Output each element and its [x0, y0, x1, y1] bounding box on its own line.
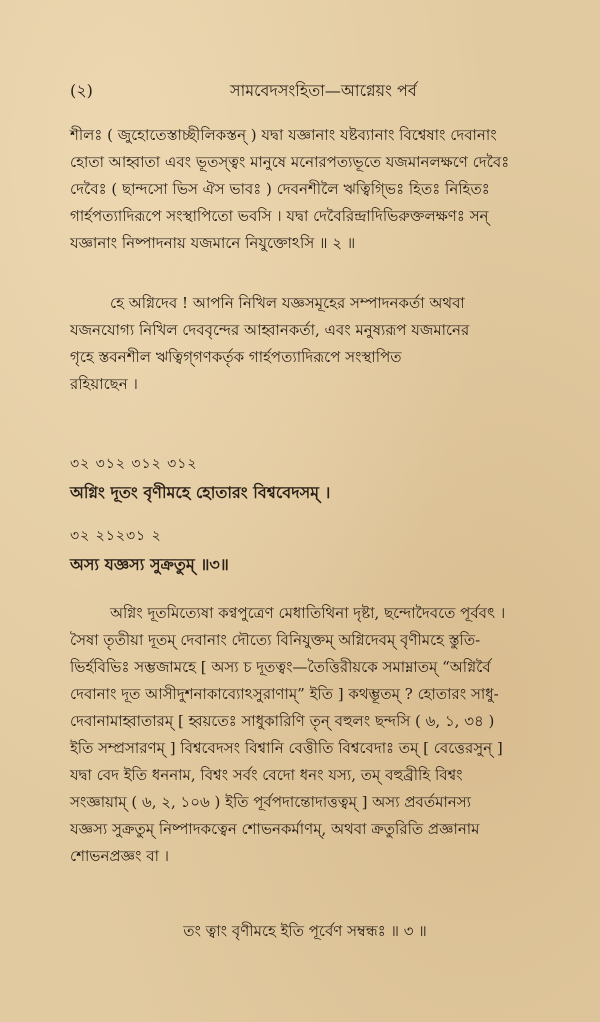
commentary-top: [70, 122, 540, 257]
verse-line-2: অস্য যজ্ঞস্য সুক্রতুম্ ॥৩॥: [70, 555, 229, 574]
commentary-line: দেবৈঃ ( ছান্দসো ভিস ঐস ভাবঃ ) দেবনশীলৈ ঋত্বিগ্ভিঃ হিতঃ নিহিতঃ: [70, 180, 490, 198]
commentary-line: সংজ্ঞায়াম্ ( ৬, ২, ১০৬ ) ইতি পূর্বপদান্তোদাত্তত্বম্ ] অস্য প্রবর্তমানস্য: [70, 793, 472, 811]
commentary-line: দেবানাং দূত আসীদুশনাকাব্যোঽসুরাণাম্” ইতি ] কথম্ভূতম্ ? হোতারং সাধু-: [70, 685, 499, 703]
commentary-line: যজ্ঞস্য সুক্রতুম্ নিষ্পাদকত্বেন শোভনকর্মাণম্, অথবা ক্রতুরিতি প্রজ্ঞানাম: [70, 820, 480, 838]
commentary-line: সৈষা তৃতীয়া দূতম্ দেবানাং দৌত্যে বিনিযুক্তম্ অগ্নিদেবম্ বৃণীমহে স্তুতি-: [70, 631, 481, 649]
commentary-line: গার্হপত্যাদিরূপে সংস্থাপিতো ভবসি । যদ্বা দেবৈরিন্দ্রাদিভিরুক্তলক্ষণঃ সন্: [70, 207, 489, 225]
commentary-main: [70, 600, 540, 870]
translation-line: হে অগ্নিদেব ! আপনি নিখিল যজ্ঞসমূহের সম্পাদনকর্তা অথবা: [110, 294, 465, 312]
commentary-line: যদ্বা বেদ ইতি ধননাম, বিশ্বং সর্বং বেদো ধনং যস্য, তম্ বহুব্রীহি বিশ্বং: [70, 766, 463, 784]
svara-notation-2: ৩২ ২১২৩১ ২: [70, 528, 162, 544]
commentary-line: ভিৰ্হবিভিঃ সম্ভজামহে [ অস্য চ দূতত্বং—তৈত্তিরীয়কে সমাম্নাতম্ “অগ্নির্বৈ: [70, 658, 491, 676]
commentary-line: যজ্ঞানাং নিষ্পাদনায় যজমানে নিযুক্তোঽসি ॥ ২ ॥: [70, 234, 356, 252]
verse-line-1: অগ্নিং দূতং বৃণীমহে হোতারং বিশ্ববেদসম্ ।: [70, 483, 331, 502]
closing-line: তং ত্বাং বৃণীমহে ইতি পূর্বেণ সম্বন্ধঃ ॥ ৩ ॥: [183, 922, 427, 940]
translation-line: গৃহে স্তবনশীল ঋত্বিগ্‌গণকর্তৃক গার্হপত্যাদিরূপে সংস্থাপিত: [70, 348, 402, 366]
commentary-line: অগ্নিং দূতমিত্যেষা কণ্বপুত্রেণ মেধাতিথিনা দৃষ্টা, ছন্দোদৈবতে পূর্ববৎ ।: [110, 604, 506, 622]
commentary-line: ইতি সম্প্রসারণম্ ] বিশ্ববেদসং বিশ্বানি বেত্তীতি বিশ্ববেদাঃ তম্ [ বেত্তেরসুন্ ]: [70, 739, 503, 757]
page-header: [70, 78, 540, 104]
commentary-line: হোতা আহ্বাতা এবং ভূতস্ত্বং মানুষে মনোরপত্যভূতে যজমানলক্ষণে দেবৈঃ: [70, 153, 510, 171]
translation-line: রহিয়াছেন ।: [70, 375, 138, 393]
svara-notation-1: ৩২ ৩১২ ৩১২ ৩১২: [70, 456, 198, 472]
commentary-line: শীলঃ ( জুহোতেস্তাচ্ছীলিকস্তন্ ) যদ্বা যজ্ঞানাং যষ্টব্যানাং বিশ্বেষাং দেবানাং: [70, 126, 497, 144]
page-number: (২): [70, 81, 93, 100]
translation-line: যজনযোগ্য নিখিল দেববৃন্দের আহ্বানকর্তা, এবং মনুষ্যরূপ যজমানের: [70, 321, 470, 339]
commentary-line: দেবানামাহ্বাতারম্ [ হ্বয়তেঃ সাধুকারিণি তৃন্ বহুলং ছন্দসি ( ৬, ১, ৩৪ ): [70, 712, 495, 730]
bengali-translation: [70, 290, 540, 398]
commentary-line: শোভনপ্রজ্ঞং বা ।: [70, 847, 170, 865]
running-title: সামবেদসংহিতা—আগ্নেয়ং পর্ব: [230, 81, 417, 100]
